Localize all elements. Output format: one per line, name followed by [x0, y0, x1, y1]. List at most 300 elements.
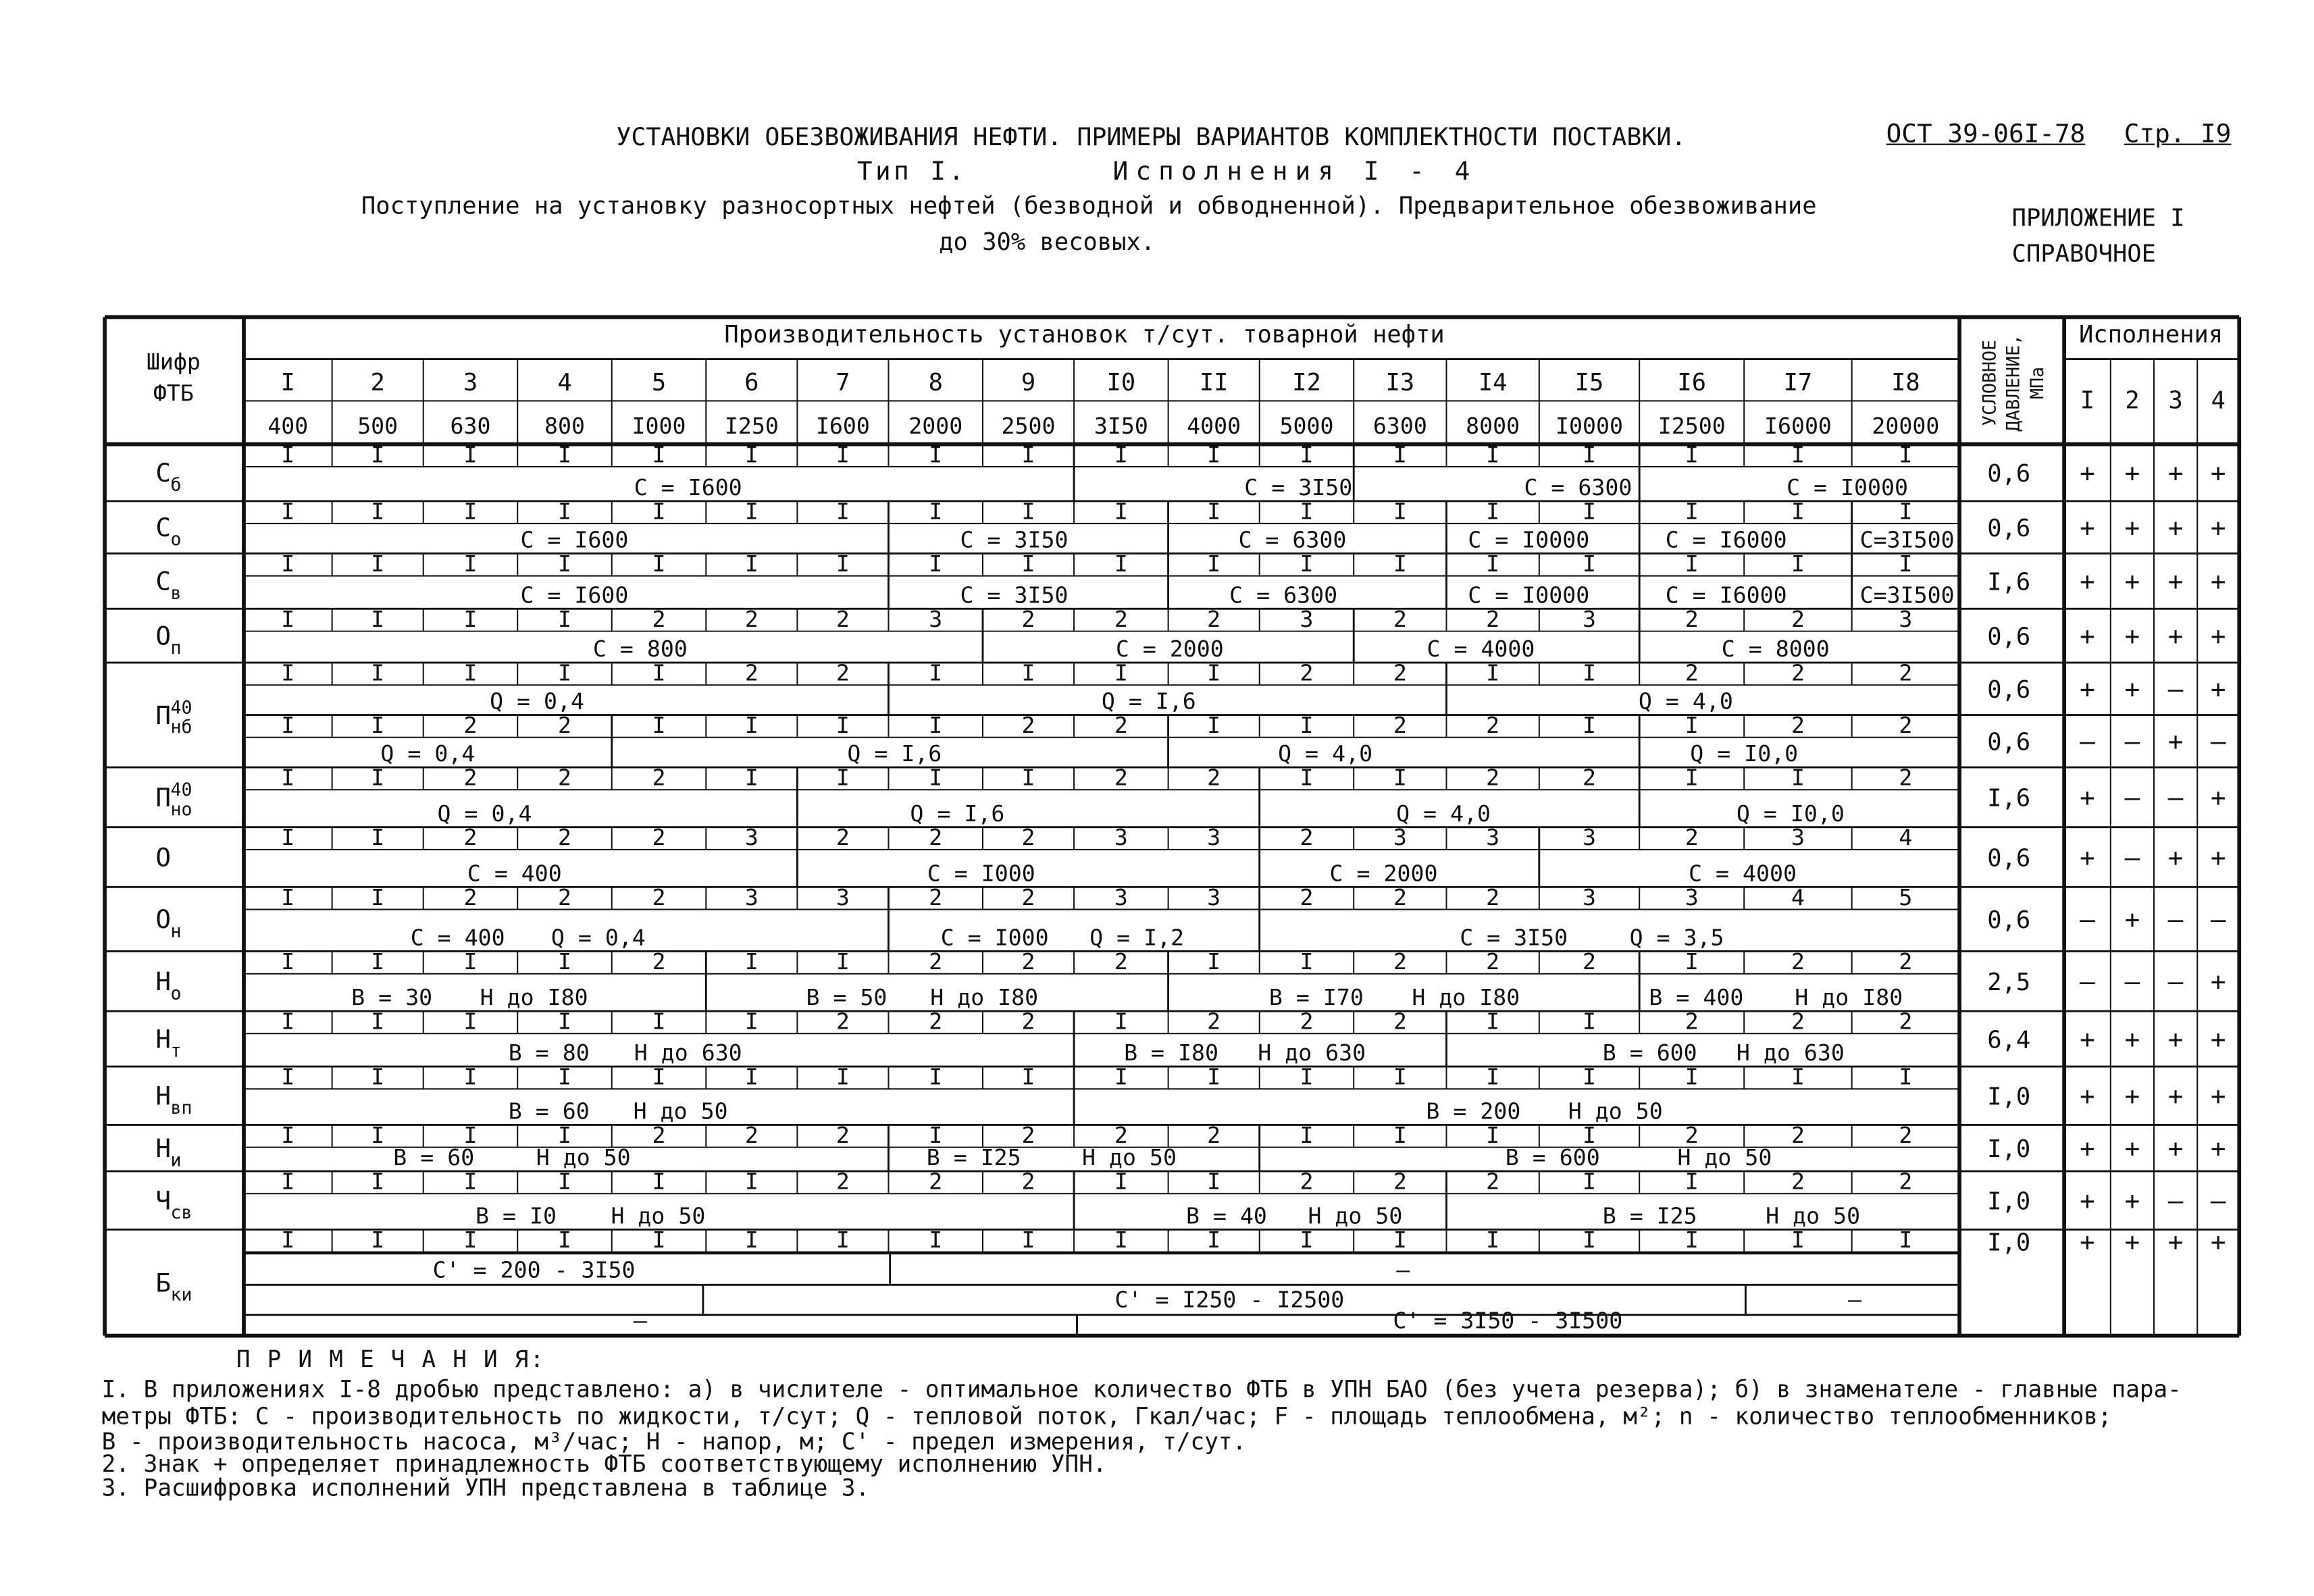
- exec-mark: –: [2210, 1185, 2226, 1216]
- count-value: I: [558, 550, 572, 577]
- count-value: I: [652, 712, 666, 739]
- exec-mark: –: [2210, 726, 2226, 756]
- pressure-value: 0,6: [1987, 460, 2031, 488]
- parameter-text: С = I600: [520, 582, 629, 609]
- exec-mark: –: [2167, 904, 2184, 935]
- count-value: I: [463, 498, 478, 525]
- row-label: С: [155, 566, 171, 596]
- exec-mark: +: [2210, 967, 2226, 997]
- count-value: 2: [1393, 605, 1407, 632]
- parameter-text: В = 40: [1185, 1202, 1267, 1229]
- count-value: I: [1207, 1063, 1221, 1090]
- capacity-index: I3: [1385, 369, 1415, 397]
- count-value: I: [463, 1168, 478, 1195]
- exec-mark: +: [2210, 621, 2226, 651]
- count-value: I: [281, 550, 295, 577]
- count-value: I: [558, 659, 572, 686]
- parameter-text: –: [633, 1307, 647, 1334]
- parameter-text: В = 50: [806, 984, 888, 1011]
- count-value: I: [1300, 948, 1314, 975]
- count-value: 2: [1300, 1168, 1314, 1195]
- count-value: 5: [1899, 883, 1913, 910]
- count-value: I: [558, 441, 572, 468]
- parameter-text: Н до 630: [1736, 1039, 1845, 1066]
- count-value: 2: [1486, 712, 1500, 739]
- count-value: 2: [929, 948, 943, 975]
- note-line-3: В - производительность насоса, м³/час; Н - напор, м; С' - предел измерения, т/сут.: [101, 1428, 1247, 1456]
- exec-mark: +: [2167, 458, 2184, 488]
- parameter-text: Н до I80: [930, 984, 1039, 1011]
- exec-mark: +: [2080, 674, 2095, 704]
- parameter-text: Q = I0,0: [1690, 740, 1799, 767]
- parameter-text: С = I0000: [1468, 526, 1590, 553]
- count-value: I: [1583, 659, 1597, 686]
- count-value: 2: [1583, 948, 1597, 975]
- exec-mark: +: [2124, 1081, 2140, 1111]
- count-value: 2: [558, 764, 572, 791]
- exec-mark: –: [2124, 842, 2140, 873]
- subtitle-line-2: до 30% весовых.: [939, 227, 1156, 256]
- count-value: 3: [1583, 824, 1597, 851]
- count-value: I: [371, 659, 385, 686]
- count-value: I: [1207, 441, 1221, 468]
- count-value: I: [1685, 441, 1699, 468]
- row-label-sub: б: [170, 474, 182, 496]
- parameter-text: В = I0: [475, 1202, 557, 1229]
- count-value: I: [929, 764, 943, 791]
- count-value: I: [835, 498, 850, 525]
- parameter-text: С = 6300: [1238, 526, 1347, 553]
- count-value: I: [1021, 659, 1035, 686]
- row-label: О: [155, 904, 171, 935]
- pressure-value: I,0: [1987, 1187, 2031, 1216]
- count-value: I: [1393, 764, 1407, 791]
- exec-mark: +: [2080, 782, 2095, 813]
- exec-mark: +: [2080, 1133, 2095, 1163]
- exec-mark: –: [2167, 782, 2184, 813]
- parameter-text: С = 4000: [1689, 860, 1797, 887]
- count-value: I: [1899, 498, 1913, 525]
- count-value: 2: [652, 1121, 666, 1148]
- count-value: 2: [558, 824, 572, 851]
- row-label: Н: [155, 967, 171, 997]
- pressure-header: ДАВЛЕНИЕ,: [2003, 334, 2024, 432]
- parameter-text: С = I0000: [1468, 582, 1590, 609]
- exec-mark: +: [2080, 458, 2095, 488]
- exec-mark: –: [2167, 1185, 2184, 1216]
- count-value: 3: [1300, 605, 1314, 632]
- exec-mark: +: [2124, 904, 2140, 935]
- count-value: I: [1021, 550, 1035, 577]
- exec-mark: +: [2167, 512, 2184, 542]
- execution-line: Исполнения I - 4: [1112, 157, 1478, 187]
- note-line-4: 2. Знак + определяет принадлежность ФТБ соответствующему исполнению УПН.: [101, 1451, 1107, 1478]
- exec-mark: +: [2124, 1024, 2140, 1054]
- cipher-header: Шифр: [146, 349, 201, 376]
- capacity-value: I600: [815, 413, 870, 440]
- count-value: 2: [1021, 824, 1035, 851]
- count-value: 2: [652, 824, 666, 851]
- count-value: 2: [1393, 712, 1407, 739]
- parameter-text: –: [1848, 1286, 1862, 1313]
- capacity-index: 4: [557, 369, 572, 397]
- capacity-index: II: [1199, 369, 1229, 397]
- exec-mark: –: [2167, 674, 2184, 704]
- count-value: I: [835, 1063, 850, 1090]
- count-value: 2: [1393, 1168, 1407, 1195]
- capacity-value: 500: [357, 413, 398, 440]
- count-value: 2: [1899, 1008, 1913, 1035]
- count-value: I: [929, 550, 943, 577]
- count-value: I: [463, 441, 478, 468]
- row-label-sub: нб: [170, 717, 192, 738]
- count-value: 2: [1899, 712, 1913, 739]
- count-value: I: [1114, 659, 1128, 686]
- count-value: 2: [1207, 1121, 1221, 1148]
- count-value: I: [1300, 1121, 1314, 1148]
- row-label: Н: [155, 1024, 171, 1054]
- exec-mark: –: [2210, 904, 2226, 935]
- count-value: I: [744, 1226, 759, 1253]
- count-value: 2: [1486, 1168, 1500, 1195]
- pressure-value: 0,6: [1987, 514, 2031, 542]
- count-value: I: [835, 1226, 850, 1253]
- exec-number: 2: [2125, 386, 2140, 415]
- count-value: I: [652, 550, 666, 577]
- capacity-value: 4000: [1187, 413, 1241, 440]
- count-value: I: [1021, 764, 1035, 791]
- count-value: I: [371, 1121, 385, 1148]
- count-value: I: [744, 550, 759, 577]
- pressure-value: 0,6: [1987, 728, 2031, 756]
- count-value: 2: [652, 948, 666, 975]
- count-value: I: [1207, 1168, 1221, 1195]
- exec-header: Исполнения: [2078, 321, 2223, 349]
- count-value: 2: [1486, 883, 1500, 910]
- count-value: I: [463, 1063, 478, 1090]
- count-value: 2: [1300, 1008, 1314, 1035]
- count-value: 3: [744, 824, 759, 851]
- parameter-text: Q = I,6: [847, 740, 942, 767]
- capacity-value: 8000: [1466, 413, 1520, 440]
- row-label-sub: т: [170, 1040, 182, 1062]
- capacity-index: 2: [370, 369, 385, 397]
- capacity-index: I7: [1783, 369, 1813, 397]
- capacity-value: I0000: [1555, 413, 1623, 440]
- count-value: 2: [1021, 1168, 1035, 1195]
- count-value: I: [1300, 1063, 1314, 1090]
- parameter-text: Н до 630: [634, 1039, 742, 1066]
- parameter-text: С = 2000: [1329, 860, 1438, 887]
- count-value: I: [652, 498, 666, 525]
- parameter-text: С = 3I50: [960, 582, 1069, 609]
- row-label-sup: 40: [170, 779, 192, 801]
- count-value: I: [1486, 1121, 1500, 1148]
- parameter-text: В = 200: [1426, 1098, 1521, 1125]
- exec-mark: +: [2210, 1024, 2226, 1054]
- count-value: I: [1114, 1063, 1128, 1090]
- parameter-text: В = 30: [351, 984, 433, 1011]
- row-label-sub: о: [170, 983, 182, 1004]
- count-value: I: [652, 441, 666, 468]
- exec-mark: +: [2210, 782, 2226, 813]
- count-value: I: [281, 764, 295, 791]
- count-value: I: [1207, 550, 1221, 577]
- count-value: 2: [1300, 659, 1314, 686]
- parameter-text: Н до I80: [1412, 984, 1520, 1011]
- count-value: 3: [1583, 883, 1597, 910]
- exec-mark: +: [2167, 842, 2184, 873]
- count-value: I: [1300, 712, 1314, 739]
- exec-number: I: [2080, 386, 2095, 415]
- count-value: 2: [744, 1121, 759, 1148]
- count-value: I: [371, 550, 385, 577]
- parameter-text: С' = 3I50 - 3I500: [1393, 1307, 1623, 1334]
- exec-mark: +: [2124, 458, 2140, 488]
- capacity-value: 630: [450, 413, 491, 440]
- count-value: I: [463, 1121, 478, 1148]
- count-value: I: [1685, 1063, 1699, 1090]
- count-value: I: [929, 659, 943, 686]
- parameter-text: С=3I500: [1859, 582, 1955, 609]
- parameter-text: Q = 0,4: [437, 800, 532, 827]
- parameter-text: В = 60: [393, 1144, 475, 1171]
- exec-mark: +: [2080, 621, 2095, 651]
- parameter-text: Q = 0,4: [380, 740, 475, 767]
- count-value: I: [1114, 1008, 1128, 1035]
- count-value: 2: [835, 824, 850, 851]
- exec-mark: –: [2124, 782, 2140, 813]
- count-value: I: [281, 1121, 295, 1148]
- count-value: I: [1583, 1063, 1597, 1090]
- count-value: I: [835, 948, 850, 975]
- exec-mark: +: [2167, 1081, 2184, 1111]
- count-value: 2: [1021, 605, 1035, 632]
- count-value: I: [1685, 948, 1699, 975]
- reference-label: СПРАВОЧНОЕ: [2011, 239, 2156, 268]
- pressure-value: 0,6: [1987, 844, 2031, 873]
- count-value: 2: [1685, 659, 1699, 686]
- count-value: I: [744, 498, 759, 525]
- count-value: 2: [1899, 948, 1913, 975]
- count-value: 2: [558, 712, 572, 739]
- count-value: 2: [652, 605, 666, 632]
- count-value: 3: [1207, 883, 1221, 910]
- row-label-sub: вп: [170, 1097, 192, 1118]
- count-value: 3: [1393, 824, 1407, 851]
- count-value: I: [652, 1168, 666, 1195]
- parameter-text: В = 600: [1505, 1144, 1600, 1171]
- capacity-header: Производительность установок т/сут. товарной нефти: [724, 321, 1445, 349]
- parameter-text: С = 3I50: [960, 526, 1069, 553]
- parameter-text: Н до 50: [536, 1144, 631, 1171]
- capacity-value: I250: [724, 413, 779, 440]
- parameter-text: С = I600: [520, 526, 629, 553]
- parameter-text: Q = I,6: [1101, 688, 1196, 715]
- exec-mark: +: [2210, 458, 2226, 488]
- exec-mark: +: [2124, 566, 2140, 596]
- count-value: I: [371, 1168, 385, 1195]
- count-value: I: [1021, 1226, 1035, 1253]
- parameter-text: С = 800: [592, 636, 688, 663]
- exec-number: 4: [2211, 386, 2226, 415]
- parameter-text: Н до I80: [1795, 984, 1903, 1011]
- count-value: 2: [1791, 712, 1805, 739]
- count-value: I: [652, 1008, 666, 1035]
- capacity-value: 2500: [1001, 413, 1056, 440]
- count-value: I: [652, 1063, 666, 1090]
- parameter-text: Q = 0,4: [490, 688, 585, 715]
- row-label: Б: [155, 1268, 171, 1298]
- count-value: I: [1685, 1168, 1699, 1195]
- count-value: I: [463, 948, 478, 975]
- count-value: I: [371, 824, 385, 851]
- parameter-text: Н до 50: [1082, 1144, 1177, 1171]
- pressure-value: I,0: [1987, 1229, 2031, 1257]
- exec-mark: +: [2167, 1227, 2184, 1257]
- count-value: 2: [463, 883, 478, 910]
- count-value: 3: [1899, 605, 1913, 632]
- count-value: 2: [1393, 659, 1407, 686]
- type-line: Тип I.: [856, 157, 967, 187]
- count-value: I: [558, 1008, 572, 1035]
- exec-mark: +: [2210, 566, 2226, 596]
- parameter-text: В = I25: [1602, 1202, 1697, 1229]
- appendix-label: ПРИЛОЖЕНИЕ I: [2011, 203, 2185, 232]
- capacity-value: 3I50: [1094, 413, 1148, 440]
- count-value: 2: [1114, 605, 1128, 632]
- count-value: 2: [1393, 1008, 1407, 1035]
- count-value: I: [929, 1063, 943, 1090]
- count-value: I: [281, 712, 295, 739]
- row-label: П: [155, 700, 171, 730]
- capacity-index: I2: [1292, 369, 1321, 397]
- parameter-text: В = 600: [1602, 1039, 1697, 1066]
- count-value: 2: [1393, 948, 1407, 975]
- count-value: I: [281, 659, 295, 686]
- count-value: I: [652, 1226, 666, 1253]
- count-value: I: [281, 1168, 295, 1195]
- count-value: I: [1685, 764, 1699, 791]
- count-value: I: [1486, 498, 1500, 525]
- parameter-text: С = 2000: [1115, 636, 1224, 663]
- exec-mark: +: [2080, 1081, 2095, 1111]
- parameter-text: Н до 50: [633, 1098, 728, 1125]
- note-line-2: метры ФТБ: С - производительность по жидкости, т/сут; Q - тепловой поток, Гкал/час; F - площадь теплообмена, м²; n - количество теплообменников;: [101, 1403, 2112, 1431]
- count-value: I: [1486, 1008, 1500, 1035]
- count-value: I: [1393, 1226, 1407, 1253]
- row-label: С: [155, 458, 171, 488]
- parameter-text: В = 60: [508, 1098, 590, 1125]
- document-code: ОСТ 39-06I-78: [1886, 120, 2086, 150]
- count-value: 2: [1791, 1168, 1805, 1195]
- capacity-value: 400: [267, 413, 309, 440]
- count-value: 2: [929, 1008, 943, 1035]
- exec-mark: +: [2080, 1185, 2095, 1216]
- pressure-value: 0,6: [1987, 676, 2031, 704]
- count-value: 3: [1685, 883, 1699, 910]
- count-value: 2: [1021, 1008, 1035, 1035]
- count-value: I: [558, 605, 572, 632]
- count-value: I: [1207, 498, 1221, 525]
- parameter-text: С = I000: [927, 860, 1035, 887]
- count-value: I: [1583, 441, 1597, 468]
- parameter-text: С = I6000: [1665, 526, 1787, 553]
- exec-mark: +: [2124, 674, 2140, 704]
- count-value: I: [1021, 441, 1035, 468]
- count-value: I: [1685, 1226, 1699, 1253]
- row-label-sub: и: [170, 1150, 182, 1171]
- count-value: I: [1899, 1226, 1913, 1253]
- count-value: 2: [744, 659, 759, 686]
- count-value: I: [281, 498, 295, 525]
- count-value: I: [1486, 659, 1500, 686]
- exec-mark: –: [2124, 967, 2140, 997]
- count-value: 2: [1021, 1121, 1035, 1148]
- pressure-value: I,0: [1987, 1083, 2031, 1111]
- count-value: I: [1791, 498, 1805, 525]
- row-label-sub: н: [170, 921, 182, 942]
- count-value: 2: [1791, 659, 1805, 686]
- count-value: I: [371, 498, 385, 525]
- pressure-value: I,0: [1987, 1135, 2031, 1163]
- exec-mark: +: [2167, 726, 2184, 756]
- parameter-text: С = 3I50: [1460, 924, 1568, 951]
- count-value: 2: [1486, 605, 1500, 632]
- pressure-value: 6,4: [1987, 1026, 2031, 1054]
- count-value: I: [371, 605, 385, 632]
- exec-mark: +: [2167, 621, 2184, 651]
- parameter-text: Н до 50: [1568, 1098, 1663, 1125]
- count-value: 3: [1791, 824, 1805, 851]
- count-value: I: [558, 498, 572, 525]
- count-value: I: [744, 441, 759, 468]
- parameter-text: Q = 0,4: [550, 924, 646, 951]
- count-value: I: [1486, 1063, 1500, 1090]
- note-line-1: I. В приложениях I-8 дробью представлено: а) в числителе - оптимальное количество ФТБ в УПН БАО (без учета резерва); б) в знаменателе - главные пара-: [101, 1376, 2182, 1404]
- count-value: 2: [1583, 764, 1597, 791]
- exec-mark: –: [2080, 904, 2095, 935]
- count-value: 4: [1899, 824, 1913, 851]
- count-value: I: [463, 1226, 478, 1253]
- count-value: I: [1583, 498, 1597, 525]
- capacity-index: I: [280, 369, 295, 397]
- count-value: I: [1114, 1226, 1128, 1253]
- exec-mark: +: [2167, 1133, 2184, 1163]
- count-value: I: [835, 764, 850, 791]
- count-value: I: [1114, 1168, 1128, 1195]
- row-label-sub: но: [170, 798, 192, 820]
- page-number: Стр. I9: [2124, 120, 2232, 150]
- parameter-text: С = I600: [634, 474, 742, 501]
- parameter-text: С = 4000: [1426, 636, 1535, 663]
- count-value: I: [1899, 1063, 1913, 1090]
- count-value: I: [835, 712, 850, 739]
- count-value: 2: [1114, 948, 1128, 975]
- count-value: I: [1393, 550, 1407, 577]
- row-label-sub: о: [170, 529, 182, 550]
- parameter-text: Н до 50: [1308, 1202, 1403, 1229]
- count-value: 2: [1791, 605, 1805, 632]
- count-value: 2: [835, 659, 850, 686]
- capacity-index: 3: [463, 369, 478, 397]
- exec-mark: +: [2124, 1133, 2140, 1163]
- count-value: 2: [1791, 1008, 1805, 1035]
- count-value: I: [744, 1168, 759, 1195]
- exec-mark: +: [2080, 566, 2095, 596]
- capacity-index: I4: [1478, 369, 1508, 397]
- count-value: 2: [929, 1168, 943, 1195]
